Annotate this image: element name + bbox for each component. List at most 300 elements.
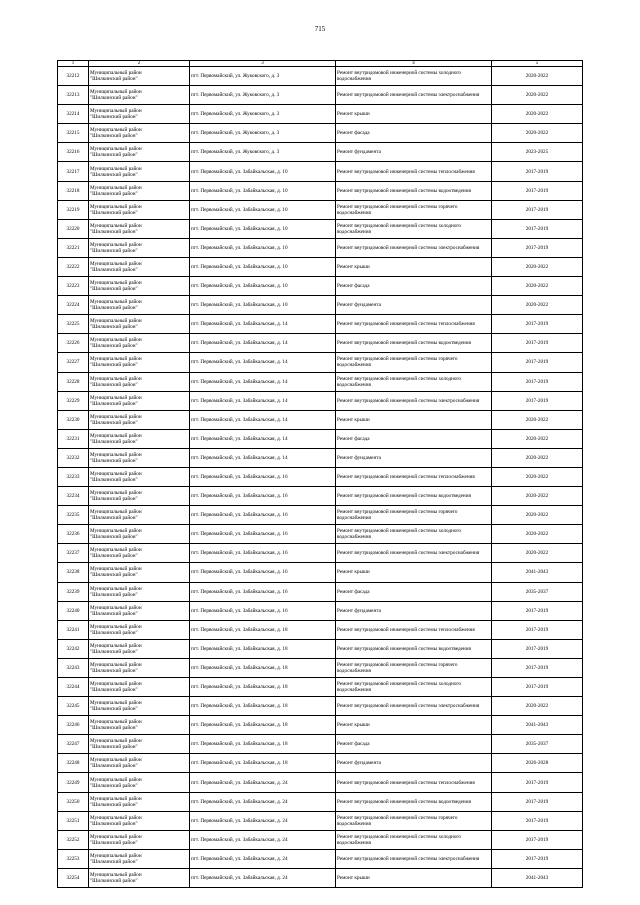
table-row	[58, 697, 583, 716]
municipality-line: Муниципальный район	[90, 222, 142, 229]
address-cell: пгт. Первомайский, ул. Забайкальская, д. 10	[190, 219, 336, 238]
district-line: "Шилкинский район"	[90, 763, 138, 770]
period-cell: 2017-2019	[492, 639, 583, 658]
column-number: 4	[336, 61, 492, 67]
municipality-line: Муниципальный район	[90, 70, 142, 77]
municipality-cell	[89, 334, 190, 353]
period-cell: 2017-2019	[492, 162, 583, 181]
municipality-line: Муниципальный район	[90, 413, 142, 420]
row-number-cell: 32230	[58, 410, 89, 429]
work-type-cell: Ремонт фасада	[336, 277, 492, 296]
address-cell: пгт. Первомайский, ул. Забайкальская, д. 24	[190, 868, 336, 887]
address-cell: пгт. Первомайский, ул. Забайкальская, д. 10	[190, 296, 336, 315]
period-cell: 2020-2022	[492, 525, 583, 544]
period-cell: 2035-2037	[492, 582, 583, 601]
table-row	[58, 639, 583, 658]
period-cell: 2017-2019	[492, 219, 583, 238]
address-cell: пгт. Первомайский, ул. Забайкальская, д. 14	[190, 429, 336, 448]
row-number-cell: 32242	[58, 639, 89, 658]
period-cell: 2020-2022	[492, 124, 583, 143]
period-cell: 2017-2019	[492, 601, 583, 620]
municipality-cell	[89, 353, 190, 372]
municipality-cell	[89, 124, 190, 143]
period-cell: 2020-2022	[492, 544, 583, 563]
municipality-cell	[89, 105, 190, 124]
table-row	[58, 143, 583, 162]
district-line: "Шилкинский район"	[90, 782, 138, 789]
work-type-cell: Ремонт внутридомовой инженерной системы электроснабжения	[336, 238, 492, 257]
district-line: "Шилкинский район"	[90, 477, 138, 484]
table-row	[58, 735, 583, 754]
table-row	[58, 658, 583, 677]
work-type-cell: Ремонт внутридомовой инженерной системы холодного водоснабжения	[336, 525, 492, 544]
municipality-line: Муниципальный район	[90, 681, 142, 688]
period-cell: 2017-2019	[492, 830, 583, 849]
municipality-line: Муниципальный район	[90, 184, 142, 191]
table-row	[58, 448, 583, 467]
work-type-cell: Ремонт внутридомовой инженерной системы холодного водоснабжения	[336, 67, 492, 86]
district-line: "Шилкинский район"	[90, 362, 138, 369]
municipality-cell	[89, 391, 190, 410]
table-row	[58, 525, 583, 544]
work-type-cell: Ремонт внутридомовой инженерной системы горячего водоснабжения	[336, 200, 492, 219]
column-number: 5	[492, 61, 583, 67]
period-cell: 2017-2019	[492, 200, 583, 219]
district-line: "Шилкинский район"	[90, 133, 138, 140]
table-row	[58, 601, 583, 620]
district-line: "Шилкинский район"	[90, 858, 138, 865]
work-type-cell: Ремонт внутридомовой инженерной системы холодного водоснабжения	[336, 678, 492, 697]
table-row	[58, 353, 583, 372]
address-cell: пгт. Первомайский, ул. Забайкальская, д. 14	[190, 353, 336, 372]
municipality-line: Муниципальный район	[90, 127, 142, 134]
row-number-cell: 32222	[58, 257, 89, 276]
period-cell: 2035-2037	[492, 735, 583, 754]
address-cell: пгт. Первомайский, ул. Забайкальская, д. 16	[190, 506, 336, 525]
table-row	[58, 105, 583, 124]
municipality-cell	[89, 849, 190, 868]
work-type-cell: Ремонт внутридомовой инженерной системы теплоснабжения	[336, 773, 492, 792]
work-type-cell: Ремонт внутридомовой инженерной системы водоотведения	[336, 792, 492, 811]
work-type-cell: Ремонт внутридомовой инженерной системы теплоснабжения	[336, 162, 492, 181]
municipality-line: Муниципальный район	[90, 814, 142, 821]
table-row	[58, 620, 583, 639]
district-line: "Шилкинский район"	[90, 667, 138, 674]
work-type-cell: Ремонт внутридомовой инженерной системы горячего водоснабжения	[336, 506, 492, 525]
district-line: "Шилкинский район"	[90, 534, 138, 541]
municipality-cell	[89, 716, 190, 735]
municipality-cell	[89, 773, 190, 792]
period-cell: 2017-2019	[492, 181, 583, 200]
municipality-line: Муниципальный район	[90, 471, 142, 478]
work-type-cell: Ремонт фасада	[336, 582, 492, 601]
work-type-cell: Ремонт внутридомовой инженерной системы водоотведения	[336, 487, 492, 506]
row-number-cell: 32218	[58, 181, 89, 200]
period-cell: 2020-2022	[492, 277, 583, 296]
address-cell: пгт. Первомайский, ул. Забайкальская, д. 16	[190, 601, 336, 620]
period-cell: 2017-2019	[492, 334, 583, 353]
municipality-cell	[89, 697, 190, 716]
work-type-cell: Ремонт фундамента	[336, 754, 492, 773]
district-line: "Шилкинский район"	[90, 381, 138, 388]
municipality-cell	[89, 86, 190, 105]
table-row	[58, 315, 583, 334]
work-type-cell: Ремонт внутридомовой инженерной системы электроснабжения	[336, 86, 492, 105]
row-number-cell: 32238	[58, 563, 89, 582]
work-type-cell: Ремонт фасада	[336, 124, 492, 143]
municipality-line: Муниципальный район	[90, 108, 142, 115]
row-number-cell: 32229	[58, 391, 89, 410]
district-line: "Шилкинский район"	[90, 725, 138, 732]
municipality-cell	[89, 792, 190, 811]
district-line: "Шилкинский район"	[90, 687, 138, 694]
district-line: "Шилкинский район"	[90, 801, 138, 808]
work-type-cell: Ремонт внутридомовой инженерной системы водоотведения	[336, 181, 492, 200]
address-cell: пгт. Первомайский, ул. Забайкальская, д. 18	[190, 658, 336, 677]
district-line: "Шилкинский район"	[90, 591, 138, 598]
district-line: "Шилкинский район"	[90, 343, 138, 350]
row-number-cell: 32231	[58, 429, 89, 448]
district-line: "Шилкинский район"	[90, 648, 138, 655]
row-number-cell: 32234	[58, 487, 89, 506]
municipality-line: Муниципальный район	[90, 241, 142, 248]
municipality-line: Муниципальный район	[90, 642, 142, 649]
address-cell: пгт. Первомайский, ул. Забайкальская, д. 18	[190, 639, 336, 658]
district-line: "Шилкинский район"	[90, 171, 138, 178]
row-number-cell: 32226	[58, 334, 89, 353]
work-type-cell: Ремонт внутридомовой инженерной системы горячего водоснабжения	[336, 658, 492, 677]
table-row	[58, 830, 583, 849]
address-cell: пгт. Первомайский, ул. Жуковского, д. 3	[190, 124, 336, 143]
address-cell: пгт. Первомайский, ул. Забайкальская, д. 18	[190, 678, 336, 697]
period-cell: 2020-2022	[492, 506, 583, 525]
municipality-line: Муниципальный район	[90, 146, 142, 153]
column-number: 1	[58, 61, 89, 67]
work-type-cell: Ремонт внутридомовой инженерной системы горячего водоснабжения	[336, 811, 492, 830]
municipality-line: Муниципальный район	[90, 432, 142, 439]
municipality-cell	[89, 525, 190, 544]
work-type-cell: Ремонт крыши	[336, 716, 492, 735]
district-line: "Шилкинский район"	[90, 839, 138, 846]
district-line: "Шилкинский район"	[90, 228, 138, 235]
district-line: "Шилкинский район"	[90, 820, 138, 827]
table-row	[58, 563, 583, 582]
row-number-cell: 32227	[58, 353, 89, 372]
period-cell: 2017-2019	[492, 315, 583, 334]
row-number-cell: 32224	[58, 296, 89, 315]
district-line: "Шилкинский район"	[90, 706, 138, 713]
municipality-line: Муниципальный район	[90, 547, 142, 554]
table-row	[58, 754, 583, 773]
municipality-line: Муниципальный район	[90, 871, 142, 878]
municipality-line: Муниципальный район	[90, 337, 142, 344]
address-cell: пгт. Первомайский, ул. Забайкальская, д. 16	[190, 582, 336, 601]
repair-schedule-table	[57, 60, 583, 888]
municipality-cell	[89, 162, 190, 181]
period-cell: 2017-2019	[492, 372, 583, 391]
row-number-cell: 32250	[58, 792, 89, 811]
municipality-line: Муниципальный район	[90, 490, 142, 497]
address-cell: пгт. Первомайский, ул. Забайкальская, д. 18	[190, 697, 336, 716]
period-cell: 2017-2019	[492, 238, 583, 257]
municipality-cell	[89, 429, 190, 448]
period-cell: 2020-2022	[492, 410, 583, 429]
work-type-cell: Ремонт крыши	[336, 105, 492, 124]
row-number-cell: 32220	[58, 219, 89, 238]
municipality-line: Муниципальный район	[90, 604, 142, 611]
address-cell: пгт. Первомайский, ул. Забайкальская, д. 14	[190, 448, 336, 467]
address-cell: пгт. Первомайский, ул. Забайкальская, д. 10	[190, 277, 336, 296]
municipality-cell	[89, 639, 190, 658]
district-line: "Шилкинский район"	[90, 190, 138, 197]
address-cell: пгт. Первомайский, ул. Забайкальская, д. 24	[190, 792, 336, 811]
table-row	[58, 238, 583, 257]
municipality-cell	[89, 296, 190, 315]
row-number-cell: 32252	[58, 830, 89, 849]
period-cell: 2017-2019	[492, 353, 583, 372]
period-cell: 2020-2022	[492, 257, 583, 276]
table-row	[58, 410, 583, 429]
work-type-cell: Ремонт внутридомовой инженерной системы электроснабжения	[336, 544, 492, 563]
municipality-line: Муниципальный район	[90, 260, 142, 267]
municipality-cell	[89, 544, 190, 563]
table-row	[58, 277, 583, 296]
table-row	[58, 773, 583, 792]
work-type-cell: Ремонт внутридомовой инженерной системы холодного водоснабжения	[336, 830, 492, 849]
row-number-cell: 32219	[58, 200, 89, 219]
address-cell: пгт. Первомайский, ул. Жуковского, д. 3	[190, 67, 336, 86]
row-number-cell: 32254	[58, 868, 89, 887]
municipality-line: Муниципальный район	[90, 280, 142, 287]
column-number: 3	[190, 61, 336, 67]
table-body	[58, 61, 583, 888]
municipality-line: Муниципальный район	[90, 318, 142, 325]
period-cell: 2026-2028	[492, 754, 583, 773]
period-cell: 2017-2019	[492, 849, 583, 868]
address-cell: пгт. Первомайский, ул. Жуковского, д. 3	[190, 86, 336, 105]
address-cell: пгт. Первомайский, ул. Забайкальская, д. 24	[190, 811, 336, 830]
address-cell: пгт. Первомайский, ул. Забайкальская, д. 16	[190, 563, 336, 582]
address-cell: пгт. Первомайский, ул. Забайкальская, д. 14	[190, 391, 336, 410]
municipality-line: Муниципальный район	[90, 165, 142, 172]
row-number-cell: 32213	[58, 86, 89, 105]
address-cell: пгт. Первомайский, ул. Жуковского, д. 3	[190, 143, 336, 162]
district-line: "Шилкинский район"	[90, 76, 138, 83]
table-row	[58, 868, 583, 887]
municipality-cell	[89, 372, 190, 391]
address-cell: пгт. Первомайский, ул. Забайкальская, д. 10	[190, 181, 336, 200]
row-number-cell: 32223	[58, 277, 89, 296]
work-type-cell: Ремонт внутридомовой инженерной системы водоотведения	[336, 334, 492, 353]
address-cell: пгт. Первомайский, ул. Забайкальская, д. 14	[190, 372, 336, 391]
address-cell: пгт. Первомайский, ул. Забайкальская, д. 10	[190, 162, 336, 181]
period-cell: 2020-2022	[492, 448, 583, 467]
row-number-cell: 32235	[58, 506, 89, 525]
work-type-cell: Ремонт внутридомовой инженерной системы теплоснабжения	[336, 620, 492, 639]
table-row	[58, 429, 583, 448]
work-type-cell: Ремонт внутридомовой инженерной системы электроснабжения	[336, 697, 492, 716]
municipality-line: Муниципальный район	[90, 528, 142, 535]
row-number-cell: 32236	[58, 525, 89, 544]
municipality-cell	[89, 277, 190, 296]
period-cell: 2017-2019	[492, 620, 583, 639]
table-row	[58, 219, 583, 238]
row-number-cell: 32225	[58, 315, 89, 334]
municipality-line: Муниципальный район	[90, 795, 142, 802]
municipality-line: Муниципальный район	[90, 585, 142, 592]
row-number-cell: 32246	[58, 716, 89, 735]
address-cell: пгт. Первомайский, ул. Забайкальская, д. 10	[190, 238, 336, 257]
municipality-cell	[89, 506, 190, 525]
address-cell: пгт. Первомайский, ул. Забайкальская, д. 24	[190, 830, 336, 849]
row-number-cell: 32253	[58, 849, 89, 868]
table-row	[58, 391, 583, 410]
municipality-line: Муниципальный район	[90, 203, 142, 210]
row-number-cell: 32214	[58, 105, 89, 124]
municipality-cell	[89, 868, 190, 887]
municipality-cell	[89, 735, 190, 754]
work-type-cell: Ремонт внутридомовой инженерной системы электроснабжения	[336, 849, 492, 868]
table-row	[58, 544, 583, 563]
municipality-line: Муниципальный район	[90, 509, 142, 516]
period-cell: 2041-2043	[492, 716, 583, 735]
district-line: "Шилкинский район"	[90, 266, 138, 273]
table-row	[58, 487, 583, 506]
address-cell: пгт. Первомайский, ул. Забайкальская, д. 16	[190, 467, 336, 486]
column-number: 2	[89, 61, 190, 67]
address-cell: пгт. Первомайский, ул. Забайкальская, д. 14	[190, 410, 336, 429]
period-cell: 2020-2022	[492, 67, 583, 86]
row-number-cell: 32212	[58, 67, 89, 86]
municipality-cell	[89, 487, 190, 506]
municipality-cell	[89, 830, 190, 849]
work-type-cell: Ремонт фундамента	[336, 448, 492, 467]
table-row	[58, 200, 583, 219]
period-cell: 2017-2019	[492, 391, 583, 410]
municipality-cell	[89, 467, 190, 486]
municipality-line: Муниципальный район	[90, 299, 142, 306]
work-type-cell: Ремонт крыши	[336, 410, 492, 429]
address-cell: пгт. Первомайский, ул. Забайкальская, д. 24	[190, 849, 336, 868]
work-type-cell: Ремонт внутридомовой инженерной системы холодного водоснабжения	[336, 372, 492, 391]
work-type-cell: Ремонт внутридомовой инженерной системы теплоснабжения	[336, 315, 492, 334]
row-number-cell: 32217	[58, 162, 89, 181]
work-type-cell: Ремонт крыши	[336, 563, 492, 582]
municipality-cell	[89, 563, 190, 582]
work-type-cell: Ремонт внутридомовой инженерной системы теплоснабжения	[336, 467, 492, 486]
municipality-line: Муниципальный район	[90, 719, 142, 726]
work-type-cell: Ремонт внутридомовой инженерной системы электроснабжения	[336, 391, 492, 410]
period-cell: 2020-2022	[492, 697, 583, 716]
work-type-cell: Ремонт фасада	[336, 735, 492, 754]
table-row	[58, 257, 583, 276]
row-number-cell: 32221	[58, 238, 89, 257]
table-row	[58, 181, 583, 200]
municipality-cell	[89, 315, 190, 334]
table-row	[58, 467, 583, 486]
address-cell: пгт. Первомайский, ул. Забайкальская, д. 16	[190, 525, 336, 544]
row-number-cell: 32247	[58, 735, 89, 754]
address-cell: пгт. Первомайский, ул. Забайкальская, д. 16	[190, 544, 336, 563]
row-number-cell: 32245	[58, 697, 89, 716]
table-row	[58, 67, 583, 86]
work-type-cell: Ремонт крыши	[336, 868, 492, 887]
district-line: "Шилкинский район"	[90, 114, 138, 121]
municipality-cell	[89, 200, 190, 219]
period-cell: 2020-2022	[492, 105, 583, 124]
address-cell: пгт. Первомайский, ул. Забайкальская, д. 24	[190, 773, 336, 792]
district-line: "Шилкинский район"	[90, 572, 138, 579]
municipality-cell	[89, 257, 190, 276]
district-line: "Шилкинский район"	[90, 438, 138, 445]
period-cell: 2017-2019	[492, 811, 583, 830]
municipality-cell	[89, 448, 190, 467]
district-line: "Шилкинский район"	[90, 496, 138, 503]
address-cell: пгт. Первомайский, ул. Забайкальская, д. 14	[190, 334, 336, 353]
table-row	[58, 86, 583, 105]
municipality-cell	[89, 658, 190, 677]
table-row	[58, 334, 583, 353]
municipality-line: Муниципальный район	[90, 566, 142, 573]
work-type-cell: Ремонт внутридомовой инженерной системы горячего водоснабжения	[336, 353, 492, 372]
period-cell: 2020-2022	[492, 86, 583, 105]
work-type-cell: Ремонт внутридомовой инженерной системы холодного водоснабжения	[336, 219, 492, 238]
page-number: 715	[314, 25, 326, 33]
municipality-cell	[89, 410, 190, 429]
district-line: "Шилкинский район"	[90, 247, 138, 254]
address-cell: пгт. Первомайский, ул. Забайкальская, д. 18	[190, 735, 336, 754]
municipality-line: Муниципальный район	[90, 833, 142, 840]
row-number-cell: 32251	[58, 811, 89, 830]
address-cell: пгт. Первомайский, ул. Забайкальская, д. 16	[190, 487, 336, 506]
work-type-cell: Ремонт крыши	[336, 257, 492, 276]
district-line: "Шилкинский район"	[90, 457, 138, 464]
municipality-line: Муниципальный район	[90, 852, 142, 859]
district-line: "Шилкинский район"	[90, 152, 138, 159]
address-cell: пгт. Первомайский, ул. Жуковского, д. 3	[190, 105, 336, 124]
municipality-line: Муниципальный район	[90, 776, 142, 783]
row-number-cell: 32237	[58, 544, 89, 563]
period-cell: 2020-2022	[492, 429, 583, 448]
period-cell: 2041-2043	[492, 868, 583, 887]
period-cell: 2023-2025	[492, 143, 583, 162]
district-line: "Шилкинский район"	[90, 744, 138, 751]
row-number-cell: 32216	[58, 143, 89, 162]
table-row	[58, 849, 583, 868]
row-number-cell: 32232	[58, 448, 89, 467]
municipality-cell	[89, 754, 190, 773]
municipality-cell	[89, 678, 190, 697]
municipality-cell	[89, 219, 190, 238]
work-type-cell: Ремонт фундамента	[336, 601, 492, 620]
row-number-cell: 32241	[58, 620, 89, 639]
table-row	[58, 296, 583, 315]
district-line: "Шилкинский район"	[90, 305, 138, 312]
period-cell: 2017-2019	[492, 658, 583, 677]
district-line: "Шилкинский район"	[90, 610, 138, 617]
table-row	[58, 792, 583, 811]
municipality-line: Муниципальный район	[90, 700, 142, 707]
municipality-line: Муниципальный район	[90, 375, 142, 382]
table-row	[58, 716, 583, 735]
municipality-cell	[89, 238, 190, 257]
table-row	[58, 162, 583, 181]
period-cell: 2020-2022	[492, 487, 583, 506]
municipality-line: Муниципальный район	[90, 738, 142, 745]
municipality-cell	[89, 582, 190, 601]
row-number-cell: 32228	[58, 372, 89, 391]
row-number-cell: 32233	[58, 467, 89, 486]
